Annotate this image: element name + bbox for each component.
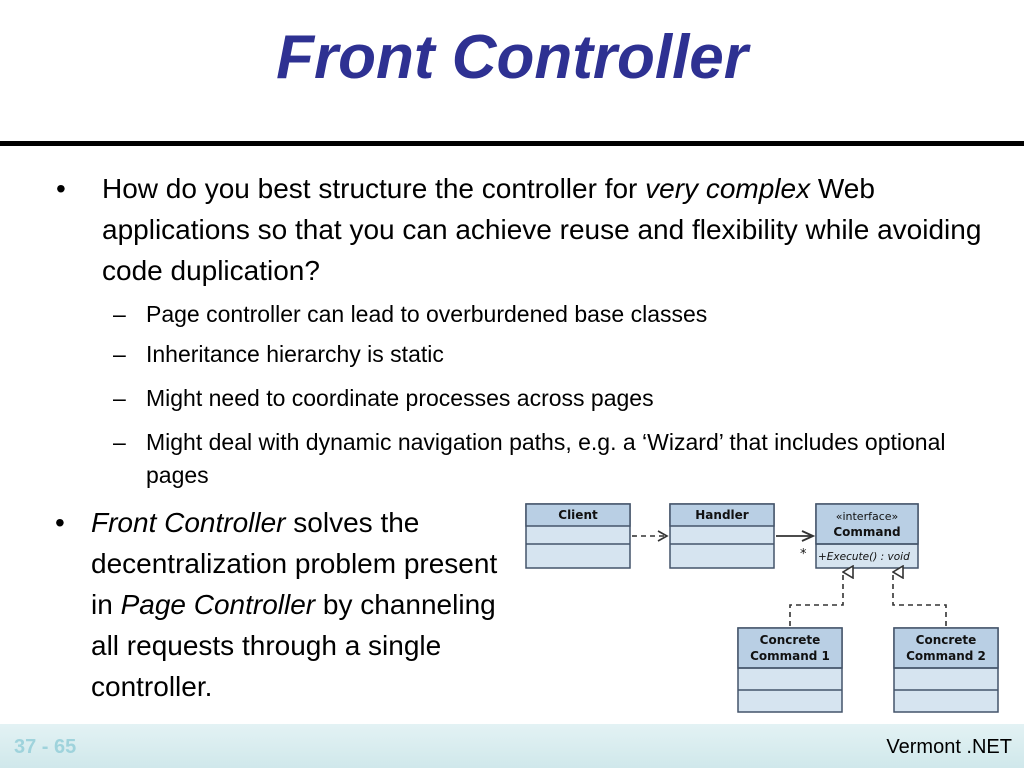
sub-bullet-navigation (113, 426, 946, 492)
concrete-command-2-box (894, 628, 998, 712)
title-divider (0, 141, 1024, 146)
footer-bar (0, 724, 1024, 768)
sub-bullet-text: Might deal with dynamic navigation paths, e.g. a ‘Wizard’ that includes optional pages (146, 429, 946, 488)
sub-bullet-inheritance (113, 338, 1006, 371)
sub-bullet-base-classes (113, 298, 1006, 331)
bullet-complex-web-apps (56, 168, 982, 291)
bullet-emphasis: Front Controller (91, 507, 286, 538)
dash-marker: – (113, 341, 126, 367)
bullet-text: by channeling all requests through a single controller. (91, 589, 496, 702)
sub-bullet-coordinate (113, 382, 1006, 415)
concrete-2-line2: Command 2 (906, 649, 986, 663)
slide-title: Front Controller (276, 23, 748, 92)
concrete-2-line1: Concrete (915, 633, 977, 647)
bullet-marker: • (55, 507, 65, 538)
command-interface-box (816, 504, 918, 568)
sub-bullet-text: Might need to coordinate processes across pages (146, 385, 654, 411)
bullet-front-controller (55, 502, 511, 707)
execute-method: +Execute() : void (818, 551, 910, 563)
bullet-emphasis: Page Controller (120, 589, 316, 620)
concrete-1-line2: Command 1 (750, 649, 830, 663)
bullet-marker: • (56, 173, 66, 204)
client-class-box (526, 504, 630, 568)
sub-bullet-text: Page controller can lead to overburdened base classes (146, 301, 708, 327)
bullet-text: How do you best structure the controller for (102, 173, 646, 204)
sub-bullet-text: Inheritance hierarchy is static (146, 341, 444, 367)
uml-class-diagram (520, 498, 1000, 716)
client-label: Client (558, 508, 598, 522)
handler-class-box (670, 504, 774, 568)
handler-label: Handler (695, 508, 749, 522)
footer-brand: Vermont .NET (886, 736, 1012, 758)
command-stereotype: «interface» (835, 510, 899, 523)
command-label: Command (833, 525, 901, 539)
concrete-command-1-box (738, 628, 842, 712)
dash-marker: – (113, 429, 126, 455)
concrete-1-line1: Concrete (759, 633, 821, 647)
bullet-text: Web applications so that you can achieve reuse and flexibility while avoiding code duplication? (102, 173, 982, 286)
dash-marker: – (113, 301, 126, 327)
multiplicity-label: * (800, 547, 807, 562)
bullet-text: solves the decentralization problem present in (91, 507, 498, 620)
bullet-emphasis: very complex (645, 173, 811, 204)
dash-marker: – (113, 385, 126, 411)
realization-line-1 (790, 572, 843, 626)
realization-line-2 (893, 572, 946, 626)
page-number: 37 - 65 (14, 736, 77, 758)
